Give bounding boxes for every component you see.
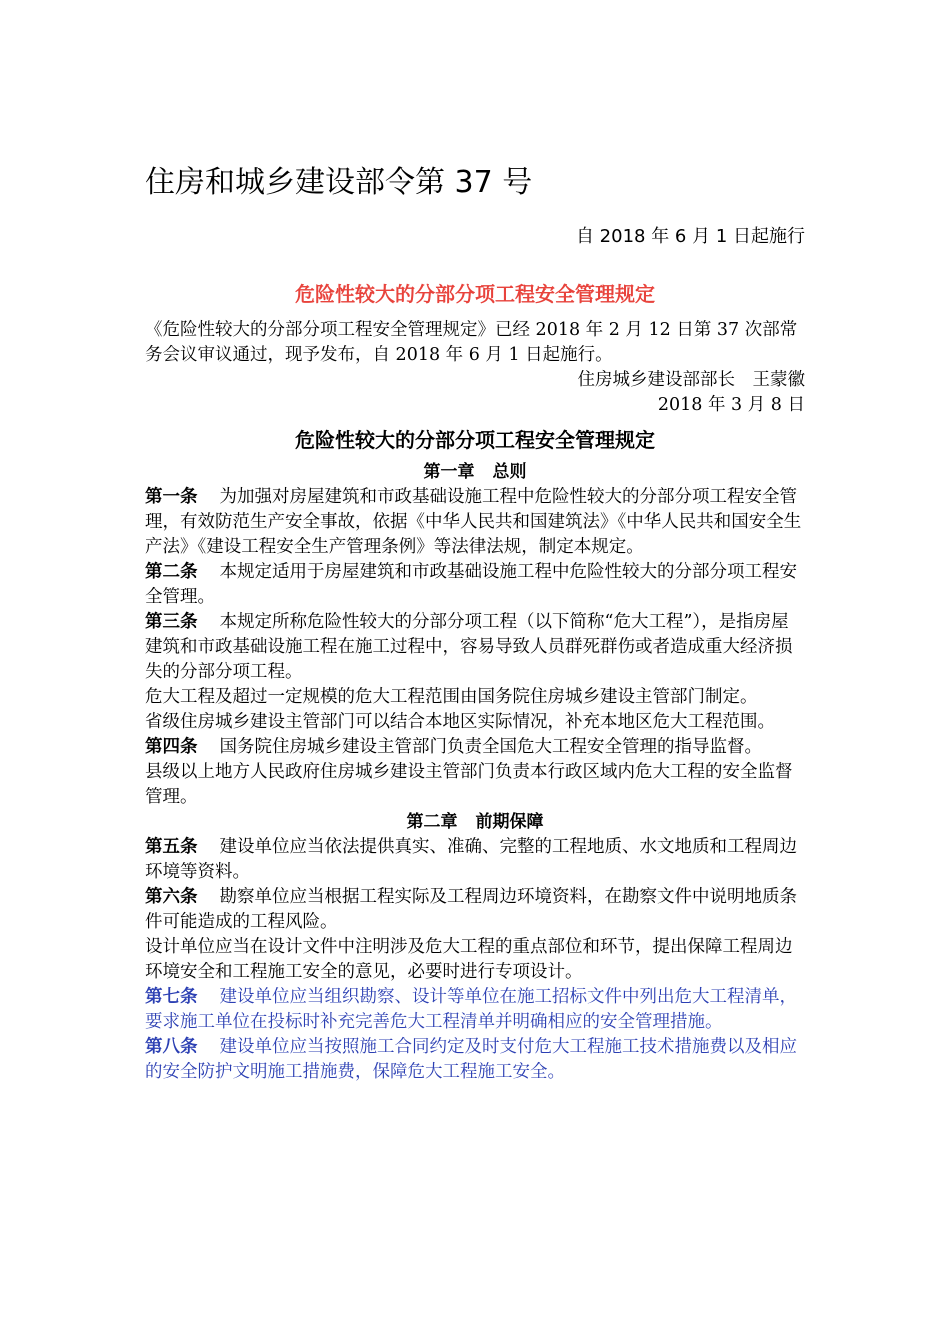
article-1-label: 第一条 [145, 487, 198, 507]
document-body [145, 318, 805, 1085]
article-6-para-2: 设计单位应当在设计文件中注明涉及危大工程的重点部位和环节，提出保障工程周边环境安全和工程施工安全的意见，必要时进行专项设计。 [145, 937, 793, 982]
chapter-1-number: 第一章 [423, 462, 475, 482]
preamble-signatory: 住房城乡建设部部长 王蒙徽 [577, 370, 805, 390]
article-1-text: 为加强对房屋建筑和市政基础设施工程中危险性较大的分部分项工程安全管理，有效防范生产安全事故，依据《中华人民共和国建筑法》《中华人民共和国安全生产法》《建设工程安全生产管理条例》等法律法规，制定本规定。 [145, 487, 802, 557]
main-title: 危险性较大的分部分项工程安全管理规定 [295, 428, 655, 452]
article-3-para-2: 危大工程及超过一定规模的危大工程范围由国务院住房城乡建设主管部门制定。 [145, 687, 758, 707]
chapter-2-heading [145, 810, 805, 835]
article-1 [145, 485, 805, 560]
chapter-1-name: 总则 [492, 462, 527, 482]
article-2-text: 本规定适用于房屋建筑和市政基础设施工程中危险性较大的分部分项工程安全管理。 [145, 562, 797, 607]
preamble-text: 《危险性较大的分部分项工程安全管理规定》已经 2018 年 2 月 12 日第 37 次部常务会议审议通过，现予发布，自 2018 年 6 月 1 日起施行。 [145, 320, 798, 365]
chapter-2-number: 第二章 [406, 812, 458, 832]
article-6-label: 第六条 [145, 887, 198, 907]
article-4-text: 国务院住房城乡建设主管部门负责全国危大工程安全管理的指导监督。 [219, 737, 762, 757]
article-4 [145, 735, 805, 760]
article-6-text: 勘察单位应当根据工程实际及工程周边环境资料，在勘察文件中说明地质条件可能造成的工程风险。 [145, 887, 797, 932]
article-2-label: 第二条 [145, 562, 198, 582]
article-8 [145, 1035, 805, 1085]
article-5 [145, 835, 805, 885]
article-3 [145, 610, 805, 685]
article-3-text: 本规定所称危险性较大的分部分项工程（以下简称“危大工程”），是指房屋建筑和市政基础设施工程在施工过程中，容易导致人员群死群伤或者造成重大经济损失的分部分项工程。 [145, 612, 793, 682]
article-3-label: 第三条 [145, 612, 198, 632]
article-7 [145, 985, 805, 1035]
chapter-1-heading [145, 460, 805, 485]
article-7-label: 第七条 [145, 987, 198, 1007]
decree-title: 住房和城乡建设部令第 37 号 [145, 165, 533, 200]
article-8-label: 第八条 [145, 1037, 198, 1057]
chapter-2-name: 前期保障 [475, 812, 544, 832]
regulation-red-title: 危险性较大的分部分项工程安全管理规定 [295, 282, 655, 306]
article-4-label: 第四条 [145, 737, 198, 757]
effective-date: 自 2018 年 6 月 1 日起施行 [575, 226, 805, 247]
article-7-text: 建设单位应当组织勘察、设计等单位在施工招标文件中列出危大工程清单，要求施工单位在投标时补充完善危大工程清单并明确相应的安全管理措施。 [145, 987, 797, 1032]
article-4-para-2: 县级以上地方人民政府住房城乡建设主管部门负责本行政区域内危大工程的安全监督管理。 [145, 762, 793, 807]
article-5-label: 第五条 [145, 837, 198, 857]
article-2 [145, 560, 805, 610]
article-3-para-3: 省级住房城乡建设主管部门可以结合本地区实际情况，补充本地区危大工程范围。 [145, 712, 775, 732]
article-6 [145, 885, 805, 935]
article-5-text: 建设单位应当依法提供真实、准确、完整的工程地质、水文地质和工程周边环境等资料。 [145, 837, 797, 882]
preamble-date: 2018 年 3 月 8 日 [657, 395, 805, 415]
article-8-text: 建设单位应当按照施工合同约定及时支付危大工程施工技术措施费以及相应的安全防护文明施工措施费，保障危大工程施工安全。 [145, 1037, 797, 1082]
